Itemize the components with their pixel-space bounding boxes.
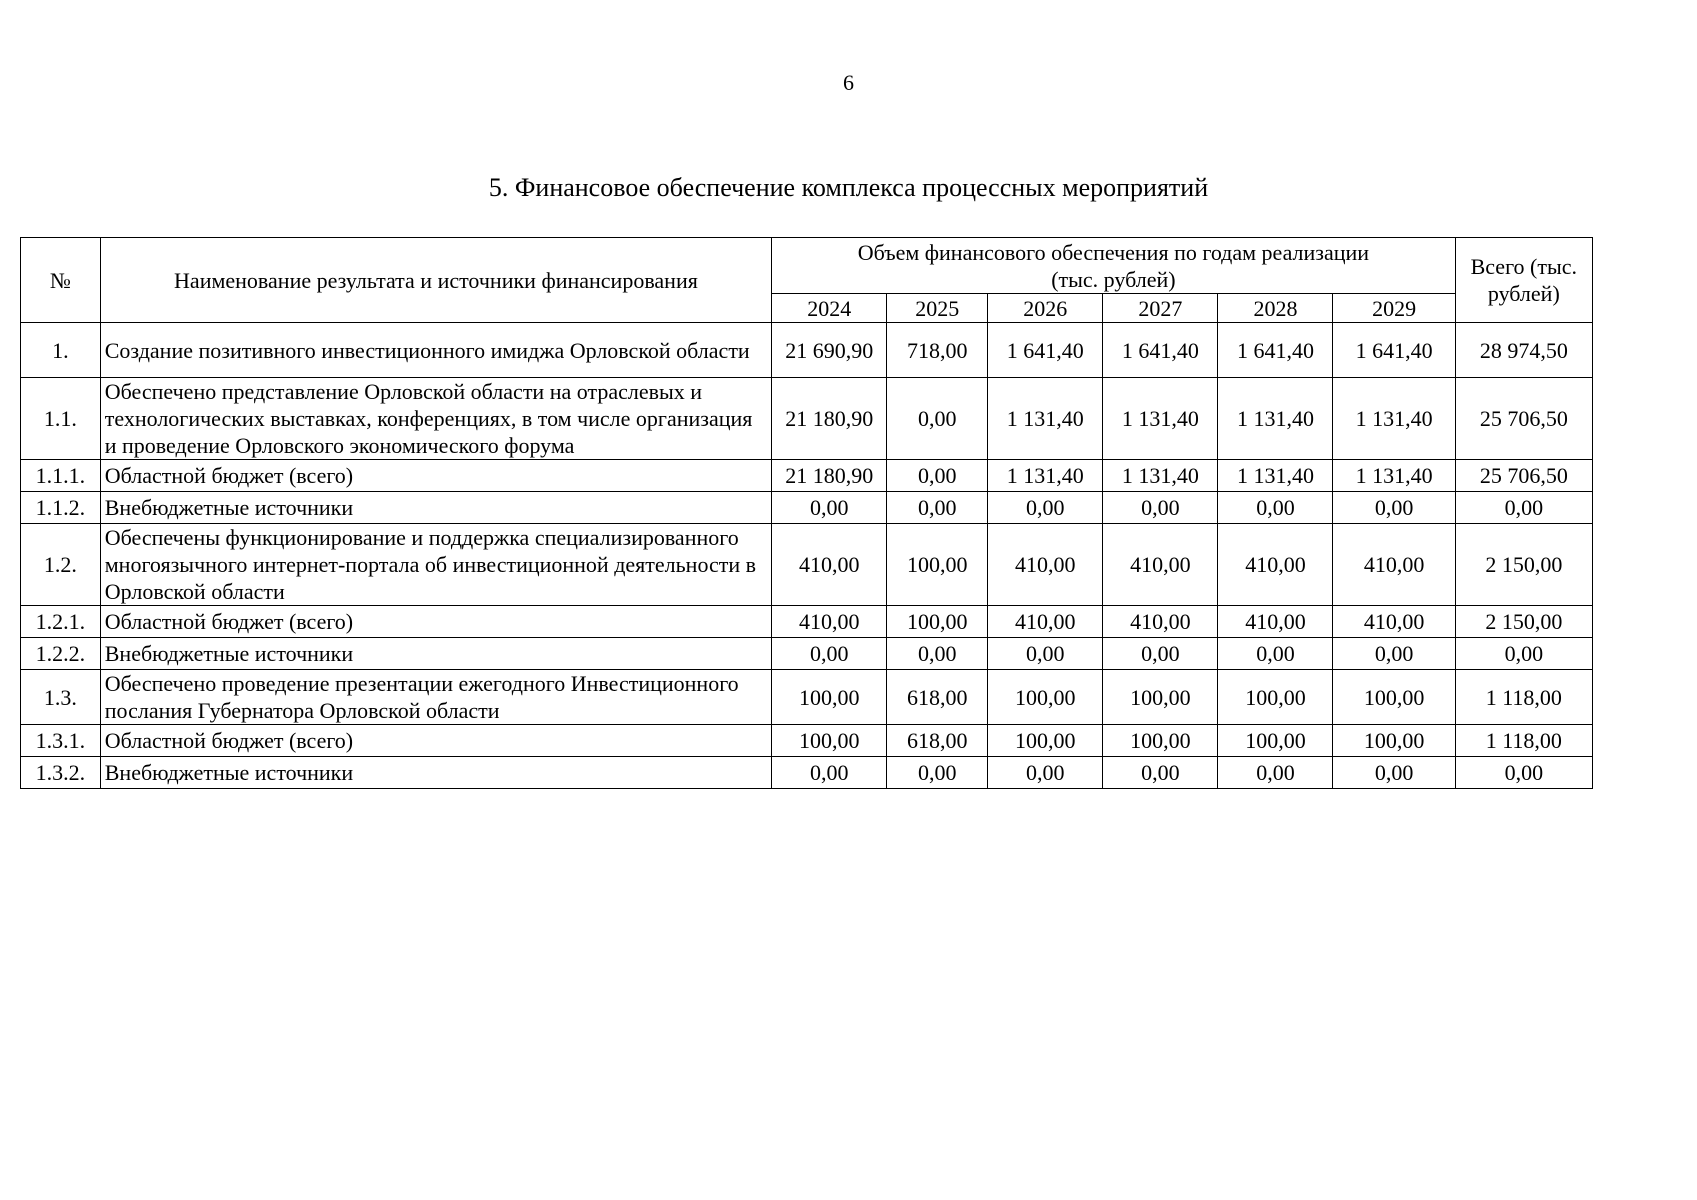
row-value-2028: 0,00 xyxy=(1218,638,1333,670)
table-row xyxy=(21,378,1593,460)
row-value-2029: 410,00 xyxy=(1333,524,1455,606)
row-value-2025: 0,00 xyxy=(887,492,988,524)
row-value-2027: 0,00 xyxy=(1103,638,1218,670)
row-value-2026: 0,00 xyxy=(988,757,1103,789)
row-name: Обеспечено представление Орловской области на отраслевых и технологических выставках, конференциях, в том числе организация и проведение Орловского экономического форума xyxy=(100,378,771,460)
row-value-2026: 1 131,40 xyxy=(988,378,1103,460)
table-row xyxy=(21,323,1593,378)
row-value-2025: 0,00 xyxy=(887,638,988,670)
row-value-2028: 1 131,40 xyxy=(1218,378,1333,460)
row-value-2029: 100,00 xyxy=(1333,670,1455,725)
row-value-2028: 1 131,40 xyxy=(1218,460,1333,492)
row-total: 1 118,00 xyxy=(1455,670,1592,725)
header-year: 2024 xyxy=(772,294,887,323)
row-total: 2 150,00 xyxy=(1455,524,1592,606)
row-value-2029: 100,00 xyxy=(1333,725,1455,757)
page-number: 6 xyxy=(843,70,854,95)
row-value-2026: 100,00 xyxy=(988,725,1103,757)
header-funding-volume-line2: (тыс. рублей) xyxy=(1051,266,1176,292)
row-name: Обеспечены функционирование и поддержка специализированного многоязычного интернет-портала об инвестиционной деятельности в Орловской области xyxy=(100,524,771,606)
header-year: 2029 xyxy=(1333,294,1455,323)
row-value-2029: 1 131,40 xyxy=(1333,378,1455,460)
row-value-2027: 1 641,40 xyxy=(1103,323,1218,378)
row-value-2025: 100,00 xyxy=(887,606,988,638)
header-number: № xyxy=(21,238,101,323)
row-number: 1.3.1. xyxy=(21,725,101,757)
row-value-2029: 1 641,40 xyxy=(1333,323,1455,378)
row-value-2025: 0,00 xyxy=(887,757,988,789)
row-value-2029: 0,00 xyxy=(1333,492,1455,524)
row-value-2029: 410,00 xyxy=(1333,606,1455,638)
header-year: 2026 xyxy=(988,294,1103,323)
row-number: 1.1.2. xyxy=(21,492,101,524)
row-value-2027: 1 131,40 xyxy=(1103,460,1218,492)
row-name: Областной бюджет (всего) xyxy=(100,725,771,757)
financing-table xyxy=(20,237,1593,789)
row-value-2025: 100,00 xyxy=(887,524,988,606)
row-value-2028: 100,00 xyxy=(1218,670,1333,725)
header-funding-volume-line1: Объем финансового обеспечения по годам реализации xyxy=(857,239,1370,265)
row-value-2026: 100,00 xyxy=(988,670,1103,725)
header-row xyxy=(21,238,1593,294)
header-total: Всего (тыс. рублей) xyxy=(1455,238,1592,323)
row-number: 1.2. xyxy=(21,524,101,606)
row-value-2025: 0,00 xyxy=(887,460,988,492)
row-value-2024: 0,00 xyxy=(772,757,887,789)
row-value-2024: 21 690,90 xyxy=(772,323,887,378)
table-row xyxy=(21,606,1593,638)
header-name: Наименование результата и источники финансирования xyxy=(100,238,771,323)
header-funding-volume xyxy=(772,238,1455,294)
row-number: 1.3. xyxy=(21,670,101,725)
table-row xyxy=(21,670,1593,725)
row-value-2028: 100,00 xyxy=(1218,725,1333,757)
table-row xyxy=(21,725,1593,757)
row-value-2026: 0,00 xyxy=(988,492,1103,524)
row-value-2026: 1 131,40 xyxy=(988,460,1103,492)
table-row xyxy=(21,638,1593,670)
row-number: 1.3.2. xyxy=(21,757,101,789)
table-row xyxy=(21,757,1593,789)
row-value-2024: 21 180,90 xyxy=(772,460,887,492)
row-value-2025: 718,00 xyxy=(887,323,988,378)
row-value-2029: 0,00 xyxy=(1333,638,1455,670)
row-number: 1. xyxy=(21,323,101,378)
header-year: 2025 xyxy=(887,294,988,323)
row-total: 0,00 xyxy=(1455,757,1592,789)
row-name: Внебюджетные источники xyxy=(100,638,771,670)
row-value-2029: 1 131,40 xyxy=(1333,460,1455,492)
row-value-2027: 1 131,40 xyxy=(1103,378,1218,460)
row-name: Создание позитивного инвестиционного имиджа Орловской области xyxy=(100,323,771,378)
row-value-2028: 410,00 xyxy=(1218,524,1333,606)
row-value-2027: 100,00 xyxy=(1103,670,1218,725)
row-name: Областной бюджет (всего) xyxy=(100,460,771,492)
row-value-2025: 0,00 xyxy=(887,378,988,460)
row-name: Внебюджетные источники xyxy=(100,492,771,524)
row-total: 2 150,00 xyxy=(1455,606,1592,638)
row-value-2026: 410,00 xyxy=(988,524,1103,606)
row-value-2024: 100,00 xyxy=(772,670,887,725)
row-total: 1 118,00 xyxy=(1455,725,1592,757)
row-value-2027: 0,00 xyxy=(1103,492,1218,524)
header-year: 2027 xyxy=(1103,294,1218,323)
row-value-2026: 0,00 xyxy=(988,638,1103,670)
row-number: 1.2.2. xyxy=(21,638,101,670)
table-row xyxy=(21,460,1593,492)
row-number: 1.2.1. xyxy=(21,606,101,638)
row-name: Обеспечено проведение презентации ежегодного Инвестиционного послания Губернатора Орловской области xyxy=(100,670,771,725)
table-row xyxy=(21,524,1593,606)
row-value-2029: 0,00 xyxy=(1333,757,1455,789)
row-total: 25 706,50 xyxy=(1455,378,1592,460)
row-value-2027: 100,00 xyxy=(1103,725,1218,757)
row-total: 25 706,50 xyxy=(1455,460,1592,492)
row-value-2025: 618,00 xyxy=(887,725,988,757)
header-year: 2028 xyxy=(1218,294,1333,323)
row-value-2028: 1 641,40 xyxy=(1218,323,1333,378)
row-total: 0,00 xyxy=(1455,638,1592,670)
row-number: 1.1.1. xyxy=(21,460,101,492)
row-value-2024: 410,00 xyxy=(772,606,887,638)
table-row xyxy=(21,492,1593,524)
row-value-2028: 0,00 xyxy=(1218,757,1333,789)
row-total: 28 974,50 xyxy=(1455,323,1592,378)
row-value-2024: 410,00 xyxy=(772,524,887,606)
row-value-2024: 0,00 xyxy=(772,492,887,524)
row-value-2027: 0,00 xyxy=(1103,757,1218,789)
row-value-2024: 0,00 xyxy=(772,638,887,670)
row-value-2024: 21 180,90 xyxy=(772,378,887,460)
row-name: Внебюджетные источники xyxy=(100,757,771,789)
row-value-2025: 618,00 xyxy=(887,670,988,725)
row-value-2028: 410,00 xyxy=(1218,606,1333,638)
row-value-2024: 100,00 xyxy=(772,725,887,757)
row-total: 0,00 xyxy=(1455,492,1592,524)
row-value-2026: 410,00 xyxy=(988,606,1103,638)
section-title: 5. Финансовое обеспечение комплекса процессных мероприятий xyxy=(488,173,1209,202)
row-value-2026: 1 641,40 xyxy=(988,323,1103,378)
row-value-2027: 410,00 xyxy=(1103,606,1218,638)
row-name: Областной бюджет (всего) xyxy=(100,606,771,638)
row-value-2028: 0,00 xyxy=(1218,492,1333,524)
row-value-2027: 410,00 xyxy=(1103,524,1218,606)
row-number: 1.1. xyxy=(21,378,101,460)
